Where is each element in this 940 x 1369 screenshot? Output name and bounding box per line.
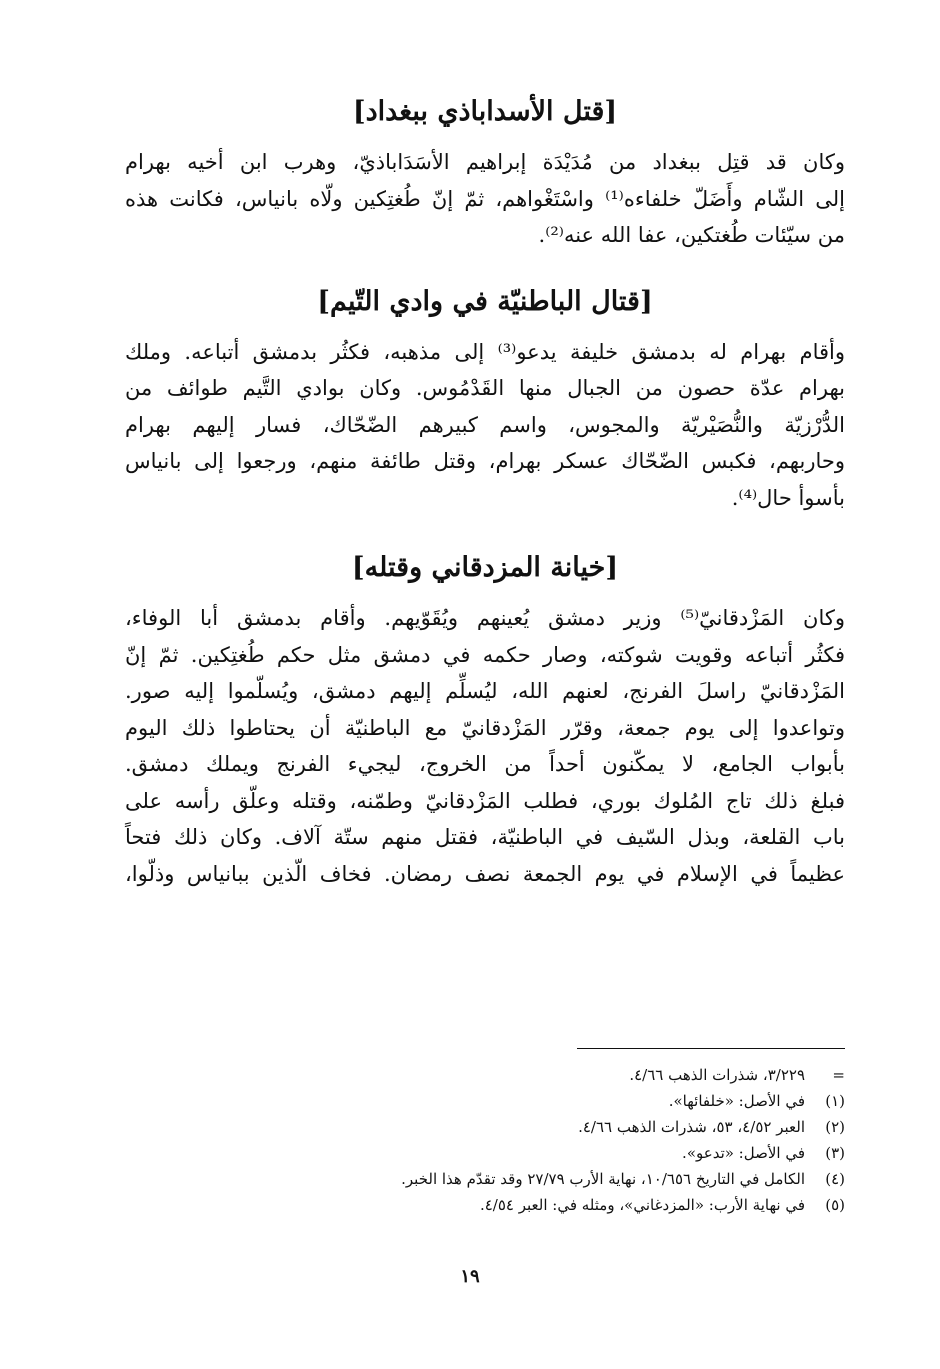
footnote-text: في نهاية الأرب: «المزدغاني»، ومثله في: العبر ٤/٥٤. [479, 1196, 805, 1214]
text-line: من سيّئات طُغتكين، عفا الله عنه⁽²⁾. [538, 223, 845, 247]
text-line: بأبواب الجامع، لا يمكّنون أحداً من الخروج، ليجيء الفرنج ويملك دمشق. [125, 752, 845, 776]
footnote-5 [125, 1192, 845, 1218]
text-line: إلى الشّام وأَضَلّ خلفاءه⁽¹⁾ واسْتَغْواهم، ثمّ إنّ طُغتِكين ولّاه بانياس، فكانت هذه [125, 186, 845, 211]
section-title-batiniyya: [قتال الباطنيّة في وادي التّيم] [317, 285, 653, 317]
footnote-4 [125, 1166, 845, 1192]
text-line: فكثُر أتباعه وقويت شوكته، وصار حكمه في دمشق مثل حكم طُغتِكين. ثمّ إنّ [125, 642, 845, 667]
footnote-number: (٣) [825, 1144, 845, 1162]
footnote-1 [125, 1088, 845, 1114]
footnote-number: (١) [825, 1092, 845, 1110]
section-title-asadabadhi: [قتل الأسداباذي ببغداد] [352, 96, 618, 127]
footnote-number: (٢) [825, 1118, 845, 1136]
paragraph-asadabadhi [125, 144, 845, 254]
footnote-3 [125, 1140, 845, 1166]
footnote-text: الكامل في التاريخ ١٠/٦٥٦، نهاية الأرب ٢٧/٧٩ وقد تقدّم هذا الخبر. [401, 1170, 805, 1188]
footnote-text: في الأصل: «خلفائها». [668, 1092, 805, 1110]
text-line: فبلغ ذلك تاج المُلوك بوري، فطلب المَزْدقانيّ وطمّنه، وقتله وعلّق رأسه على [125, 788, 845, 813]
text-line: وكان قد قتِل ببغداد من مُدَيْدَة إبراهيم الأسَدَاباذيّ، وهرب ابن أخيه بهرام [125, 150, 845, 174]
footnote-text: العبر ٤/٥٢، ٥٣، شذرات الذهب ٤/٦٦. [578, 1118, 805, 1136]
text-line: عظيماً في الإسلام في يوم الجمعة نصف رمضان. فخاف الّذين ببانياس وذلّوا، [125, 861, 845, 886]
text-line: المَزْدقانيّ راسلَ الفرنج، لعنهم الله، ليُسلِّم إليهم دمشق، ويُسلّموا إليه صور. [125, 679, 845, 703]
paragraph-batiniyya [125, 334, 845, 517]
paragraph-mazdaqani [125, 600, 845, 892]
footnote-number: (٥) [825, 1196, 845, 1214]
text-line: باب القلعة، وبذل السّيف في الباطنيّة، فقتل منهم ستّة آلاف. وكان ذلك فتحاً [125, 825, 845, 849]
text-line: الدُّرْزيّة والنُّصَيْريّة والمجوس، واسم كبيرهم الضّحّاك، فسار إليهم بهرام [125, 412, 845, 437]
text-line: وأقام بهرام له بدمشق خليفة يدعو⁽³⁾ إلى مذهبه، فكثُر بدمشق أتباعه. وملك [125, 339, 845, 364]
text-line: بهرام عدّة حصون من الجبال منها القَدْمُوس. وكان بوادي التَّيم طوائف من [125, 376, 845, 400]
section-title-mazdaqani: [خيانة المزدقاني وقتله] [351, 552, 619, 583]
footnote-2 [125, 1114, 845, 1140]
footnote-number: = [832, 1066, 845, 1084]
footnote-continuation [125, 1062, 845, 1088]
footnotes [125, 1062, 845, 1218]
text-line: وتواعدوا إلى يوم جمعة، وقرّر المَزْدقانيّ مع الباطنيّة أن يحتاطوا ذلك اليوم [125, 715, 845, 740]
footnote-number: (٤) [825, 1170, 845, 1188]
text-line: وكان المَزْدقانيّ⁽⁵⁾ وزير دمشق يُعينهم ويُقَوّيهم. وأقام بدمشق أبا الوفاء، [125, 606, 846, 630]
footnote-text: في الأصل: «تدعو». [682, 1144, 805, 1162]
text-line: وحاربهم، فكبس الضّحّاك عسكر بهرام، وقتل طائفة منهم، ورجعوا إلى بانياس [125, 449, 845, 473]
footnote-text: ٣/٢٢٩، شذرات الذهب ٤/٦٦. [629, 1066, 805, 1084]
page-number: ١٩ [460, 1266, 480, 1287]
text-line: بأسوأ حال⁽⁴⁾. [731, 485, 845, 510]
footnote-divider [577, 1048, 845, 1049]
